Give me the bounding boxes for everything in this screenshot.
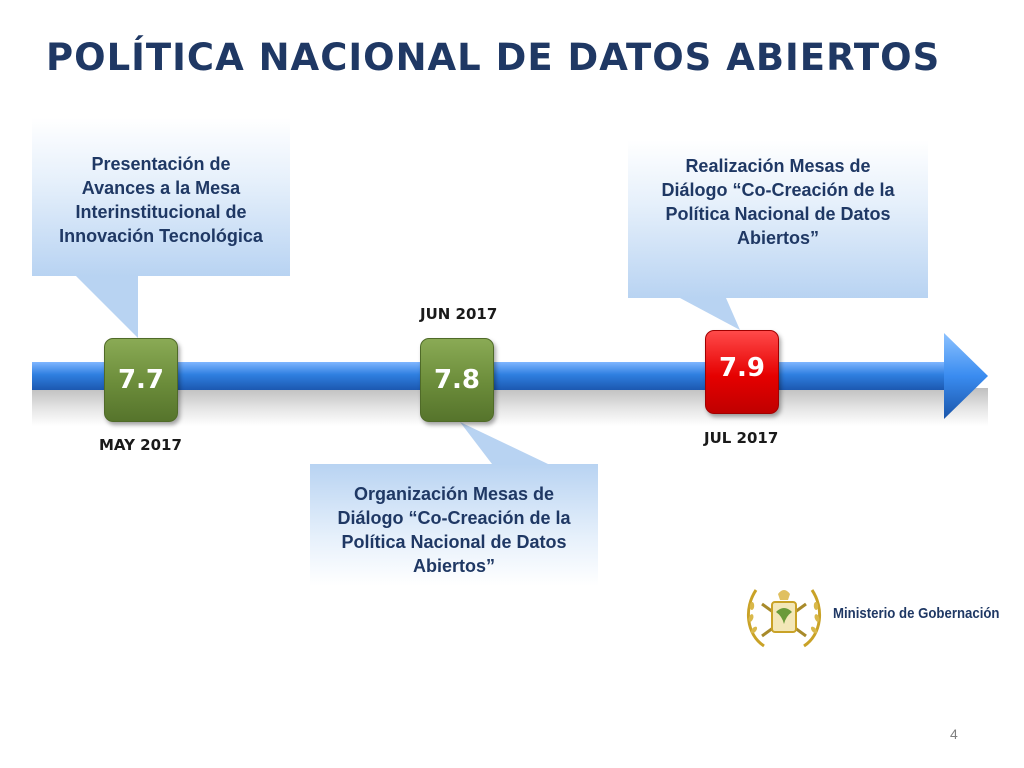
callout-line: Política Nacional de Datos <box>665 204 891 224</box>
callout-line: Realización Mesas de <box>685 156 871 176</box>
timeline-arrowhead <box>944 333 988 419</box>
ministry-name: Ministerio de Gobernación <box>833 605 1000 622</box>
callout-7-9 <box>628 140 928 298</box>
milestone-7-9[interactable] <box>705 330 779 414</box>
milestone-label: 7.7 <box>117 365 165 395</box>
callout-line: Interinstitucional de <box>75 202 247 222</box>
callout-line: Diálogo “Co-Creación de la <box>661 180 895 200</box>
coat-of-arms-icon <box>742 578 826 654</box>
date-label-7-8: JUN 2017 <box>420 305 498 323</box>
date-label-7-9: JUL 2017 <box>704 429 779 447</box>
callout-line: Política Nacional de Datos <box>341 532 567 552</box>
callout-line: Abiertos” <box>736 228 819 248</box>
callout-line: Abiertos” <box>412 556 495 576</box>
callout-line: Presentación de <box>91 154 231 174</box>
callout-7-8 <box>310 464 598 586</box>
callout-pointer-7-8 <box>460 422 548 464</box>
callout-line: Diálogo “Co-Creación de la <box>337 508 571 528</box>
date-label-7-7: MAY 2017 <box>99 436 182 454</box>
callout-line: Innovación Tecnológica <box>59 226 263 246</box>
milestone-7-8[interactable] <box>420 338 494 422</box>
milestone-label: 7.9 <box>718 353 766 383</box>
callout-7-7 <box>32 118 290 276</box>
slide-title: POLÍTICA NACIONAL DE DATOS ABIERTOS <box>46 36 941 79</box>
callout-line: Avances a la Mesa <box>81 178 241 198</box>
milestone-7-7[interactable] <box>104 338 178 422</box>
callout-pointer-7-7 <box>76 276 138 338</box>
milestone-label: 7.8 <box>433 365 481 395</box>
callout-pointer-7-9 <box>680 298 740 330</box>
page-number: 4 <box>950 726 958 742</box>
callout-line: Organización Mesas de <box>353 484 555 504</box>
